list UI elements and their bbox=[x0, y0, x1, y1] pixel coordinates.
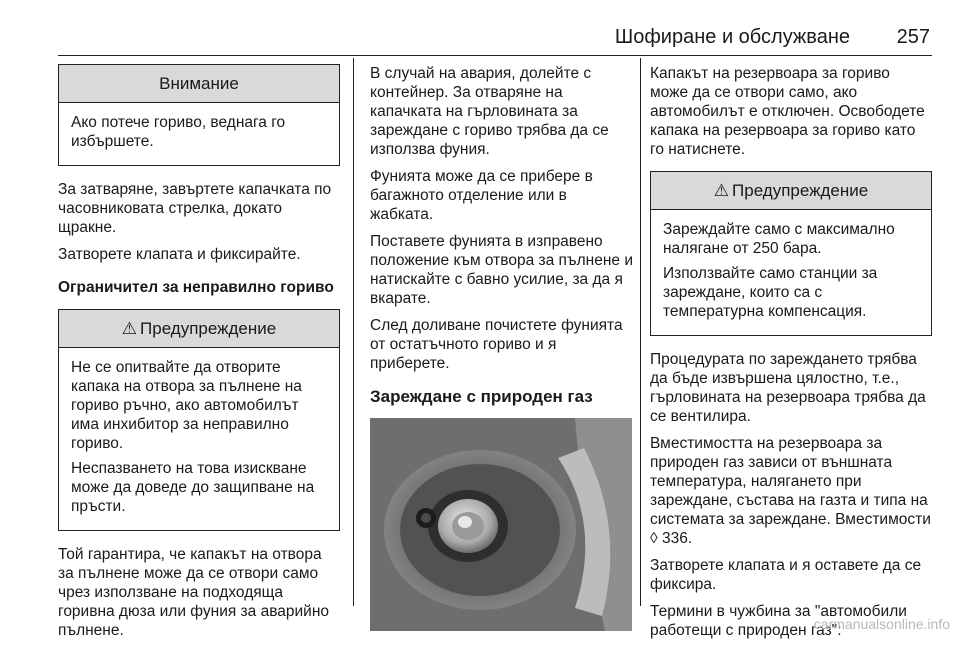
paragraph: Вместимостта на резервоара за природен газ зависи от външната температура, налягането при зареждане, състава на газта и типа на системата за зареждане. Вместимости ◊ 336. bbox=[650, 435, 931, 547]
paragraph: Поставете фунията в изправено положение към отвора за пълнене и натискайте с бавно усилие, за да я вкарате. bbox=[370, 233, 633, 307]
paragraph: След доливане почистете фунията от остатъчното гориво и я приберете. bbox=[370, 317, 623, 372]
warning-box-title-text: Предупреждение bbox=[140, 319, 277, 338]
paragraph: Затворете клапата и я оставете да се фиксира. bbox=[650, 557, 922, 593]
paragraph: Процедурата по зареждането трябва да бъде извършена цялостно, т.е., гърловината на резервоара трябва да се вентилира. bbox=[650, 351, 926, 425]
warning-triangle-icon: ⚠ bbox=[121, 319, 138, 338]
warning-box bbox=[650, 171, 932, 336]
paragraph: Той гарантира, че капакът на отвора за пълнене може да се отвори само чрез използване на подходяща горивна дюза или фуния за аварийно пълнене. bbox=[58, 546, 330, 639]
page-number: 257 bbox=[896, 26, 930, 48]
watermark: carmanualsonline.info bbox=[813, 616, 950, 632]
warning-box-title bbox=[651, 172, 931, 210]
column-separator bbox=[640, 58, 641, 606]
column-2 bbox=[370, 64, 634, 631]
section-heading-natural-gas: Зареждане с природен газ bbox=[370, 387, 593, 406]
attention-box-text: Ако потече гориво, веднага го избършете. bbox=[71, 114, 286, 150]
warning-text: Неспазването на това изискване може да доведе до защипване на пръсти. bbox=[71, 460, 315, 515]
fuel-filler-illustration bbox=[370, 418, 632, 631]
warning-box-title bbox=[59, 310, 339, 348]
page-header-title: Шофиране и обслужване bbox=[614, 26, 850, 48]
paragraph: Термини в чужбина за "автомобили работещи с природен газ": bbox=[650, 603, 907, 639]
column-separator bbox=[353, 58, 354, 606]
section-heading-misfuel-inhibitor: Ограничител за неправилно гориво bbox=[58, 279, 334, 296]
warning-box-title-text: Предупреждение bbox=[732, 181, 869, 200]
column-1 bbox=[58, 64, 340, 648]
column-3 bbox=[650, 64, 932, 648]
fuel-filler-photo bbox=[370, 418, 632, 631]
header-rule bbox=[58, 55, 932, 56]
warning-triangle-icon: ⚠ bbox=[713, 181, 730, 200]
warning-text: Зареждайте само с максимално налягане от 250 бара. bbox=[663, 221, 895, 257]
attention-box-title: Внимание bbox=[59, 65, 339, 103]
warning-text: Използвайте само станции за зареждане, които са с температурна компенсация. bbox=[663, 265, 878, 320]
attention-box bbox=[58, 64, 340, 166]
warning-box bbox=[58, 309, 340, 531]
paragraph: В случай на авария, долейте с контейнер. За отваряне на капачката на гърловината за зареждане с гориво трябва да се използва фуния. bbox=[370, 65, 609, 158]
paragraph: Затворете клапата и фиксирайте. bbox=[58, 246, 301, 263]
paragraph: Капакът на резервоара за гориво може да се отвори само, ако автомобилът е отключен. Освободете капака на резервоара за гориво като го натиснете. bbox=[650, 65, 925, 158]
warning-text: Не се опитвайте да отворите капака на отвора за пълнене на гориво ръчно, ако автомобилът има инхибитор за неправилно гориво. bbox=[71, 359, 302, 452]
paragraph: Фунията може да се прибере в багажното отделение или в жабката. bbox=[370, 168, 593, 223]
paragraph: За затваряне, завъртете капачката по часовниковата стрелка, докато щракне. bbox=[58, 181, 332, 236]
